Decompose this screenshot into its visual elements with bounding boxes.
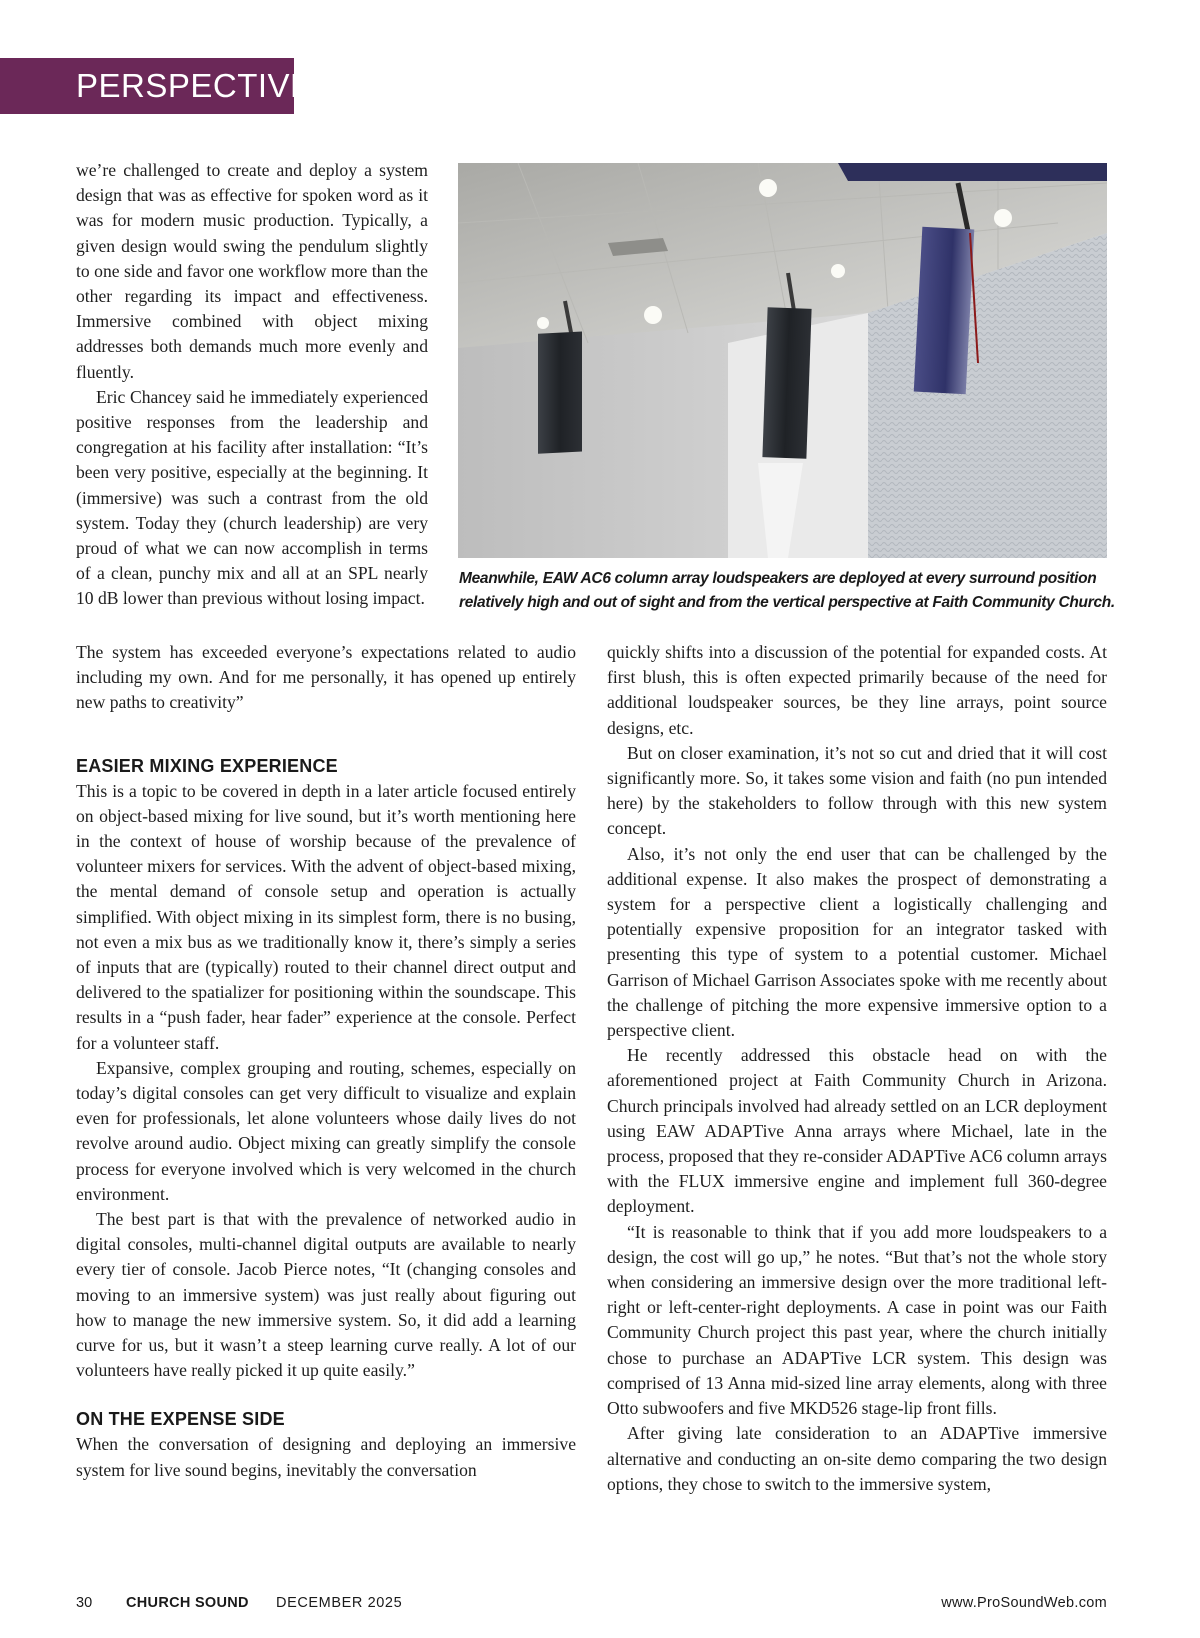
- paragraph: Also, it’s not only the end user that can be challenged by the additional expense. It also makes the prospect of demonstrating a system for a perspective client a logistically challenging and potentially expensive proposition for an integrator tasked with presenting this type of system to a potential customer. Michael Garrison of Michael Garrison Associates spoke with me recently about the challenge of pitching the more expensive immersive option to a perspective client.: [607, 843, 1107, 1041]
- caption-line: Meanwhile, EAW AC6 column array loudspeakers are deployed at every surround position: [459, 570, 1097, 587]
- page-footer: [76, 1595, 1107, 1617]
- paragraph: After giving late consideration to an ADAPTive immersive alternative and conducting an on-site demo comparing the two design options, they chose to switch to the immersive system,: [607, 1423, 1107, 1494]
- page-number: 30: [76, 1595, 93, 1611]
- photo-illustration: [458, 163, 1107, 558]
- narrow-column: [76, 158, 428, 612]
- paragraph: This is a topic to be covered in depth in a later article focused entirely on object-based mixing for live sound, but it’s worth mentioning here in the context of house of worship because of the prevalence of volunteer mixers for services. With the advent of object-based mixing, the mental demand of console setup and operation is actually simplified. With object mixing in its simplest form, there is no busing, not even a mix bus as we traditionally know it, there’s simply a series of inputs that are (typically) routed to their channel direct output and delivered to the spatializer for positioning within the soundscape. This results in a “push fader, hear fader” experience at the console. Perfect for a volunteer staff.: [76, 780, 576, 1053]
- paragraph: Expansive, complex grouping and routing, schemes, especially on today’s digital consoles can get very difficult to visualize and explain even for professionals, let alone volunteers whose daily lives do not revolve around audio. Object mixing can greatly simplify the console process for everyone involved which is very welcomed in the church environment.: [76, 1057, 576, 1204]
- magazine-name: CHURCH SOUND: [126, 1595, 249, 1611]
- paragraph: we’re challenged to create and deploy a system design that was as effective for spoken word as it was for modern music production. Typically, a given design would swing the pendulum slightly to one side and favor one workflow more than the other regarding its impact and effectiveness. Immersive combined with object mixing addresses both demands much more evenly and fluently.: [76, 160, 428, 382]
- paragraph: Eric Chancey said he immediately experienced positive responses from the leadership and congregation at his facility after installation: “It’s been very positive, especially at the beginning. It (immersive) was such a contrast from the old system. Today they (church leadership) are very proud of what we can now accomplish in terms of a clean, punchy mix and all at an SPL nearly 10 dB lower than previous without losing impact.: [76, 386, 428, 609]
- right-column: [607, 640, 1107, 1497]
- paragraph: The system has exceeded everyone’s expectations related to audio including my own. And for me personally, it has opened up entirely new paths to creativity”: [76, 642, 576, 713]
- website-link[interactable]: www.ProSoundWeb.com: [941, 1595, 1107, 1611]
- paragraph: When the conversation of designing and deploying an immersive system for live sound begins, inevitably the conversation: [76, 1434, 576, 1480]
- paragraph: The best part is that with the prevalence of networked audio in digital consoles, multi-channel digital outputs are available to nearly every tier of console. Jacob Pierce notes, “It (changing consoles and moving to an immersive system) was just really about figuring out how to manage the new immersive system. So, it did add a learning curve for us, but it wasn’t a steep learning curve really. A lot of our volunteers have really picked it up quite easily.”: [76, 1209, 576, 1381]
- paragraph: He recently addressed this obstacle head on with the aforementioned project at Faith Community Church in Arizona. Church principals involved had already settled on an LCR deployment using EAW ADAPTive Anna arrays where Michael, late in the process, proposed that they re-consider ADAPTive AC6 column arrays with the FLUX immersive engine and implement full 360-degree deployment.: [607, 1045, 1107, 1217]
- section-heading: ON THE EXPENSE SIDE: [76, 1409, 285, 1430]
- section-label: PERSPECTIVE: [0, 58, 294, 114]
- section-heading: EASIER MIXING EXPERIENCE: [76, 755, 338, 776]
- paragraph: “It is reasonable to think that if you add more loudspeakers to a design, the cost will go up,” he notes. “But that’s not the whole story when considering an immersive design over the more traditional left-right or left-center-right deployments. A case in point was our Faith Community Church project this past year, where the church initially chose to purchase an ADAPTive LCR system. This design was comprised of 13 Anna mid-sized line array elements, along with three Otto subwoofers and five MKD526 stage-lip front fills.: [607, 1221, 1107, 1419]
- loudspeaker-photo: [458, 163, 1107, 558]
- left-column: [76, 640, 576, 1483]
- photo-caption: [459, 567, 1119, 615]
- paragraph: quickly shifts into a discussion of the potential for expanded costs. At first blush, this is often expected primarily because of the need for additional loudspeaker sources, be they line arrays, point source designs, etc.: [607, 642, 1107, 738]
- caption-line: relatively high and out of sight and from the vertical perspective at Faith Community Church.: [459, 594, 1115, 611]
- paragraph: But on closer examination, it’s not so cut and dried that it will cost significantly more. So, it takes some vision and faith (no pun intended here) by the stakeholders to follow through with this new system concept.: [607, 742, 1107, 839]
- issue-date: DECEMBER 2025: [276, 1595, 403, 1611]
